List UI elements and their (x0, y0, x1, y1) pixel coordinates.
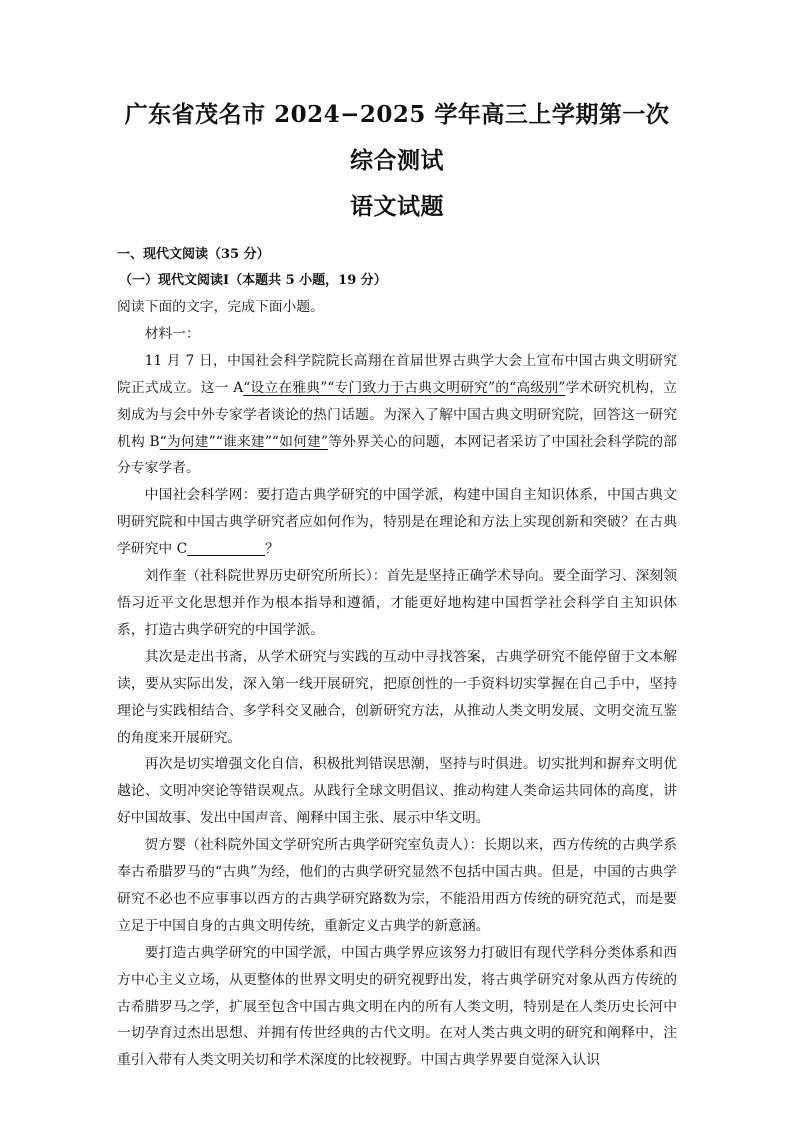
p1-text-c: 等外界关心的问题，本网记者采访了中国社会科学院的部分专家学者。 (117, 433, 678, 477)
p1-text-a: 11 月 7 日，中国社会科学院院长高翔在首届世界古典学大会上宣布中国古典文明研究院正式成立。这一 A (117, 352, 677, 396)
p1-underline-b: “为何建”“谁来建”“如何建” (159, 433, 329, 450)
p2-text-a: 中国社会科学网：要打造古典学研究的中国学派，构建中国自主知识体系，中国古典文明研究院和中国古典学研究者应如何作为，特别是在理论和方法上实现创新和突破？在古典学研究中 C (117, 487, 677, 558)
paragraph-6: 贺方婴（社科院外国文学研究所古典学研究室负责人）：长期以来，西方传统的古典学系奉古希腊罗马的“古典”为经，他们的古典学研究显然不包括中国古典。但是，中国的古典学研究不必也不应事事以西方的古典学研究路数为宗，不能沿用西方传统的研究范式，而是要立足于中国自身的古典文明传统，重新定义古典学的新意涵。 (117, 837, 677, 934)
p2-text-b: ？ (265, 541, 279, 558)
paragraph-4: 其次是走出书斋，从学术研究与实践的互动中寻找答案，古典学研究不能停留于文本解读，要从实际出发，深入第一线开展研究，把原创性的一手资料切实掌握在自己手中，坚持理论与实践相结合、多学科交叉融合，创新研究方法，从推动人类文明发展、文明交流互鉴的角度来开展研究。 (117, 648, 677, 746)
material-label: 材料一： (144, 325, 200, 342)
section-heading: 一、现代文阅读（35 分） (117, 247, 270, 262)
doc-subtitle: 语文试题 (350, 193, 444, 220)
paragraph-1 (117, 348, 677, 483)
paragraph-7: 要打造古典学研究的中国学派，中国古典学界应该努力打破旧有现代学科分类体系和西方中心主义立场，从更整体的世界文明史的研究视野出发，将古典学研究对象从西方传统的古希腊罗马之学，扩展至包含中国古典文明在内的所有人类文明，特别是在人类历史长河中一切孕育过杰出思想、并拥有传世经典的古代文明。在对人类古典文明的研究和阐释中，注重引入带有人类文明关切和学术深度的比较视野。中国古典学界要自觉深入认识 (117, 944, 677, 1069)
paragraph-3: 刘作奎（社科院世界历史研究所所长）：首先是坚持正确学术导向。要全面学习、深刻领悟习近平文化思想并作为根本指导和遵循，才能更好地构建中国哲学社会科学自主知识体系，打造古典学研究的中国学派。 (117, 568, 677, 638)
answer-blank (187, 541, 265, 556)
doc-title: 广东省茂名市 2024−2025 学年高三上学期第一次综合测试 (124, 101, 670, 174)
instruction-text: 阅读下面的文字，完成下面小题。 (117, 299, 324, 315)
paragraph-2 (117, 482, 677, 563)
subsection-heading: （一）现代文阅读Ⅰ（本题共 5 小题，19 分） (119, 273, 387, 288)
p1-underline-a: “设立在雅典”“专门致力于古典文明研究”的“高级别” (243, 379, 566, 396)
p1-text-b: 学术研究机构，立刻成为与会中外专家学者谈论的热门话题。为深入了解中国古典文明研究院，回答这一研究机构 B (117, 379, 677, 450)
paragraph-5: 再次是切实增强文化自信，积极批判错误思潮，坚持与时俱进。切实批判和摒弃文明优越论、文明冲突论等错误观点。从践行全球文明倡议、推动构建人类命运共同体的高度，讲好中国故事、发出中国声音、阐释中国主张、展示中华文明。 (117, 756, 677, 827)
